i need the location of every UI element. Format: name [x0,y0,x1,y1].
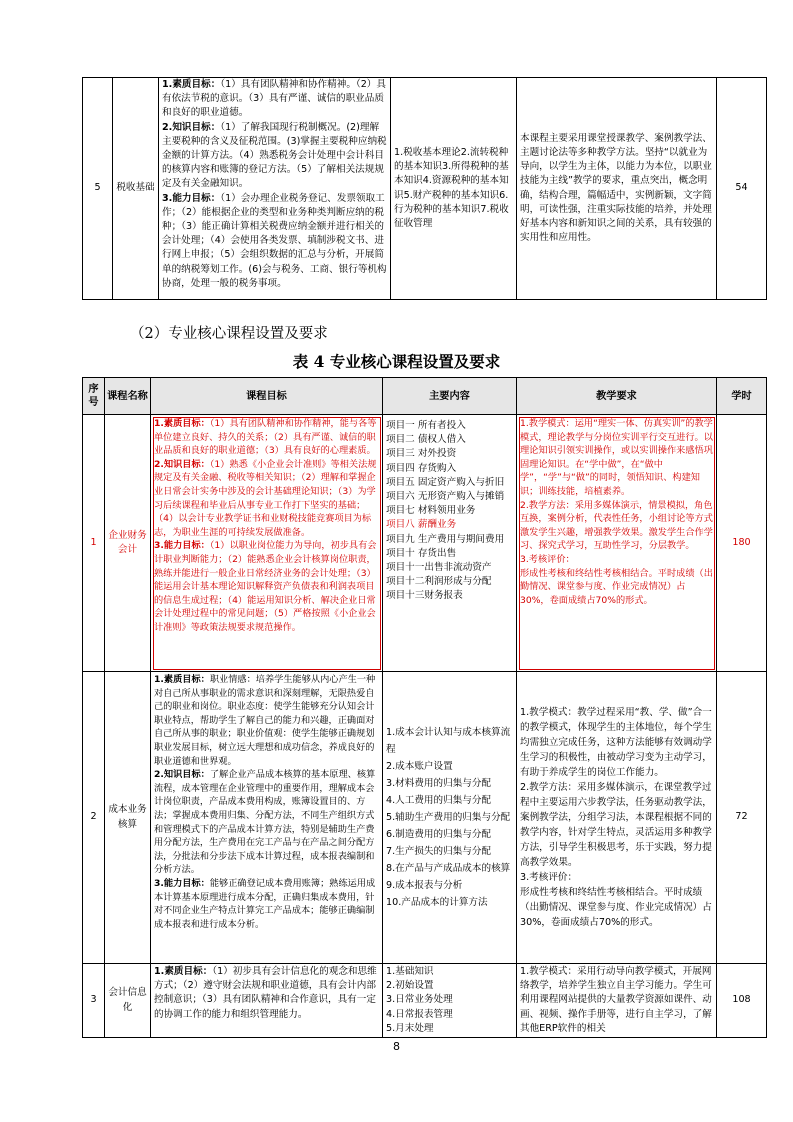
list-item: 项目九 生产费用与期间费用 [386,533,505,545]
goal-label: 1.素质目标： [154,966,213,977]
requirement-paragraph: 1.教学模式：运用“理实一体、仿真实训”的教学模式，理论教学与分岗位实训平行交互进行。以理论知识引领实训操作，或以实训操作来感悟巩固理论知识。在“学中做”，在“做中学”，“学”与“做”的同时，领悟知识、构建知识；训练技能，培植素养。 [520,418,713,497]
goal-text: （1）具有团队精神和协作精神。（2）具有依法节税的意识。（3）具有严谨、诚信的职业品质和良好的职业道德。 [162,79,386,119]
list-item: 8.在产品与产成品成本的核算 [386,863,511,874]
goal-text: 了解企业产品成本核算的基本原理、核算流程，成本管理在企业管理中的重要作用，理解成本会计岗位职责，产品成本费用构成，账簿设置目的、方法；掌握成本费用归集、分配方法，不同生产组织方式和管理模式下的产品成本计算方法，特别是辅助生产费用分配方法，生产费用在完工产品与在产品之间分配方法，分批法和分步法下成本计算过程，成本报表编制和分析方法。 [154,769,376,876]
hours: 180 [717,415,767,672]
teaching-requirements [517,672,717,964]
list-item: 5.月末处理 [386,1022,434,1034]
goal-text: （1）了解我国现行税制概况。(2)理解主要税种的含义及征税范围。(3)掌握主要税种应纳税金额的计算方法。（4）熟悉税务会计处理中会计科目的核算内容和账簿的登记方法。（5）了解相关法规规定及有关金融知识。 [162,121,387,190]
hours: 108 [717,964,767,1038]
goal-label: 2.知识目标： [154,458,210,470]
row-number: 2 [83,672,105,964]
teaching-requirements [517,415,717,672]
goal-text: （1）以职业岗位能力为导向，初步具有会计职业判断能力；（2）能熟悉企业会计核算岗位职责，熟练并能进行一般企业日常经济业务的会计处理；（3）能运用会计基本理论知识解释资产负债表和利润表项目的信息生成过程；（4）能运用知识分析、解决企业日常会计处理过程中的常见问题；（5）严格按照《小企业会计准则》等政策法规要求规范操作。 [154,540,377,633]
header-num: 序号 [83,378,105,415]
list-item: 3.日常业务处理 [386,994,453,1006]
goal-text: （1）会办理企业税务登记、发票领取工作；（2）能根据企业的类型和业务种类判断应纳的税种；（3）能正确计算相关税费应纳金额并进行相关的会计处理；（4）会使用各类发票、填制涉税文书、进行网上申报；（5）会组织数据的汇总与分析，开展简单的纳税筹划工作。(6)会与税务、工商、银行等机构协商，处理一般的税务事项。 [162,192,387,289]
hours: 54 [717,78,767,300]
list-item: 10.产品成本的计算方法 [386,897,488,908]
requirement-paragraph: 形成性考核和终结性考核相结合。平时成绩（出勤情况、课堂参与度、作业完成情况）占30%，卷面成绩占70%的形式。 [520,567,713,606]
goal-text: （1）熟悉《小企业会计准则》等相关法规规定及有关金融、税收等相关知识；（2）理解和掌握企业日常会计实务中涉及的会计基础理论知识；（3）为学习后续课程和毕业后从事专业工作打下坚实的基础；（4）以会计专业教学证书和业财税技能竞赛项目为标志，为职业生涯的可持续发展做准备。 [154,458,377,538]
main-content [383,415,517,672]
goal-label: 2.知识目标： [154,769,210,781]
goal-label: 1.素质目标： [154,674,210,685]
requirement-paragraph: 2.教学方法：采用多媒体演示，在课堂教学过程中主要运用六步教学法，任务驱动教学法，案例教学法，分组学习法，本课程根据不同的教学内容，针对学生特点，灵活运用多种教学方法，引导学生积极思考，乐于实践，努力提高教学效果。 [520,782,712,868]
row-number: 3 [83,964,105,1038]
goal-label: 2.知识目标： [162,121,221,133]
main-content: 1.税收基本理论2.流转税种的基本知识3.所得税种的基本知识4.资源税种的基本知识5.财产税种的基本知识6.行为税种的基本知识7.税收征收管理 [391,78,517,300]
list-item: 项目十 存货出售 [386,547,457,559]
list-item: 项目十二利润形成与分配 [386,576,492,588]
goal-label: 1.素质目标： [162,79,221,90]
goal-label: 3.能力目标： [162,192,221,204]
table-row [83,415,767,672]
course-name: 会计信息化 [105,964,151,1038]
goal-text: （1）初步具有会计信息化的观念和思维方式；（2）遵守财会法规和职业道德，具有会计内部控制意识；（3）具有团队精神和合作意识，具有一定的协调工作的能力和组织管理能力。 [154,966,377,1020]
course-name: 成本业务核算 [105,672,151,964]
requirement-paragraph: 1.教学模式：采用行动导向教学模式，开展网络教学，培养学生独立自主学习能力。学生可利用课程网站提供的大量教学资源如课件、动画、视频、操作手册等，进行自主学习，了解其他ERP软件的相关 [520,966,712,1034]
list-item: 5.辅助生产费用的归集与分配 [386,812,511,823]
main-content [383,964,517,1038]
list-item: 2.初始设置 [386,980,434,992]
requirement-paragraph: 3.考核评价： [520,553,575,565]
goal-label: 1.素质目标： [154,418,210,429]
list-item: 项目七 材料领用业务 [386,505,476,517]
goal-text: 职业情感：培养学生能够从内心产生一种对自己所从事职业的需求意识和深刻理解，无限热爱自己的职业和岗位。职业态度：使学生能够充分认知会计职业特点，帮助学生了解自己的能力和兴趣，正确面对自己所从事的职业；职业价值观：使学生能够正确规划职业发展目标，树立远大理想和成功信念，养成良好的职业道德和世界观。 [154,674,376,767]
header-goals: 课程目标 [151,378,383,415]
previous-course-table [82,77,767,300]
row-number: 1 [83,415,105,672]
teaching-requirements: 本课程主要采用课堂授课教学、案例教学法、主题讨论法等多种教学方法。坚持“以就业为导向，以学生为主体，以能力为本位，以职业技能为主线”教学的要求，重点突出，概念明确，结构合理，篇幅适中，实例新颖，文字简明，可读性强，注重实际技能的培养，并处理好基本内容和新知识之间的关系，具有较强的实用性和应用性。 [517,78,717,300]
teaching-requirements [517,964,717,1038]
requirement-paragraph: 2.教学方法：采用多媒体演示，情景模拟，角色互换，案例分析，代表性任务，小组讨论等方式激发学生兴趣，增强教学效果。激发学生合作学习、探究式学习，互助性学习，分层教学。 [520,499,713,552]
row-number: 5 [83,78,113,300]
course-goals [159,78,391,300]
list-item: 1.基础知识 [386,966,434,977]
list-item: 项目十三财务报表 [386,590,463,602]
table-row [83,78,767,300]
hours: 72 [717,672,767,964]
list-item: 9.成本报表与分析 [386,880,463,891]
page-number: 8 [393,1040,400,1053]
header-req: 教学要求 [517,378,717,415]
list-item: 6.制造费用的归集与分配 [386,829,492,840]
table-row [83,672,767,964]
section-caption: （2）专业核心课程设置及要求 [130,326,328,342]
course-goals [151,415,383,672]
header-content: 主要内容 [383,378,517,415]
list-item: 1.成本会计认知与成本核算流程 [386,727,511,755]
requirement-paragraph: 1.教学模式：教学过程采用“教、学、做”合一的教学模式，体现学生的主体地位，每个学生均需独立完成任务，这种方法能够有效调动学生学习的积极性，由被动学习变为主动学习，有助于养成学生的岗位工作能力。 [520,707,712,778]
main-content [383,672,517,964]
requirement-paragraph: 3.考核评价： [520,872,578,883]
list-item: 项目十一出售非流动资产 [386,562,492,574]
goal-label: 3.能力目标： [154,540,210,552]
header-hours: 学时 [717,378,767,415]
list-item: 项目五 固定资产购入与折旧 [386,476,505,488]
list-item: 4.日常报表管理 [386,1008,453,1020]
list-item: 2.成本账户设置 [386,761,453,772]
list-item: 7.生产损失的归集与分配 [386,846,492,857]
table-title: 表 4 专业核心课程设置及要求 [292,352,501,371]
course-goals [151,964,383,1038]
list-item: 项目八 薪酬业务 [386,519,457,531]
header-name: 课程名称 [105,378,151,415]
list-item: 项目六 无形资产购入与摊销 [386,491,505,503]
list-item: 项目三 对外投资 [386,448,457,460]
course-name: 企业财务会计 [105,415,151,672]
goal-text: （1）具有团队精神和协作精神，能与各等单位建立良好、持久的关系；（2）具有严谨、诚信的职业品质和良好的职业道德；（3）具有良好的心理素质。 [154,418,377,457]
list-item: 3.材料费用的归集与分配 [386,778,492,789]
list-item: 项目四 存货购入 [386,462,457,474]
goal-text: 能够正确登记成本费用账簿；熟练运用成本计算基本原理进行成本分配，正确归集成本费用，针对不同企业生产特点计算完工产品成本；能够正确编制成本报表和进行成本分析。 [154,877,376,930]
list-item: 4.人工费用的归集与分配 [386,795,492,806]
goal-label: 3.能力目标： [154,877,210,889]
list-item: 项目二 债权人借入 [386,434,466,446]
table-row [83,964,767,1038]
course-goals [151,672,383,964]
requirement-paragraph: 形成性考核和终结性考核相结合。平时成绩（出勤情况、课堂参与度、作业完成情况）占30%，卷面成绩占70%的形式。 [520,887,712,928]
list-item: 项目一 所有者投入 [386,420,466,431]
table-header-row [83,378,767,415]
core-course-table [82,377,767,1038]
course-name: 税收基础 [113,78,159,300]
